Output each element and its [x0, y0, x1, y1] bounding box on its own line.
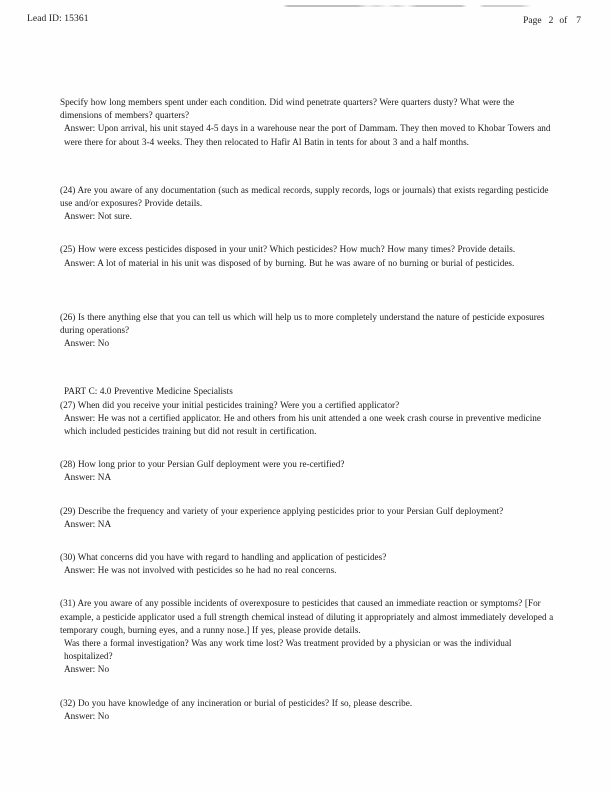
- spacer: [60, 485, 557, 505]
- answer-30-text: Answer: He was not involved with pesticides so he had no real concerns.: [64, 565, 337, 576]
- document-body: [60, 96, 557, 723]
- page-number-total: 7: [576, 16, 581, 26]
- question-26-block: [60, 311, 557, 351]
- question-30-block: [60, 551, 557, 577]
- question-28-text: (28) How long prior to your Persian Gulf deployment were you re-certified?: [60, 459, 345, 470]
- page-number-of: of: [559, 16, 568, 26]
- spacer: [60, 350, 557, 385]
- scan-artifact-streak: [283, 5, 531, 7]
- part-c-block: [60, 385, 557, 438]
- spacer: [60, 270, 557, 311]
- question-27-text: (27) When did you receive your initial pesticides training? Were you a certified applicator?: [60, 399, 400, 410]
- continued-question-text: Specify how long members spent under each condition. Did wind penetrate quarters? Were quarters dusty? What were the dimensions of members? quarters?: [60, 97, 515, 121]
- spacer: [60, 149, 557, 184]
- spacer: [60, 577, 557, 597]
- question-25-text: (25) How were excess pesticides disposed in your unit? Which pesticides? How much? How many times? Provide details.: [60, 244, 516, 255]
- spacer: [60, 438, 557, 458]
- question-31-block: [60, 597, 557, 676]
- question-32-text: (32) Do you have knowledge of any incineration or burial of pesticides? If so, please describe.: [60, 697, 413, 708]
- spacer: [60, 531, 557, 551]
- answer-25-text: Answer: A lot of material in his unit was disposed of by burning. But he was aware of no burning or burial of pesticides.: [64, 257, 515, 268]
- answer-28-text: Answer: NA: [64, 472, 112, 483]
- question-24-block: [60, 184, 557, 224]
- page-header: [0, 14, 611, 32]
- page-number-current: 2: [548, 16, 554, 26]
- question-24-text: (24) Are you aware of any documentation (such as medical records, supply records, logs or journals) that exists regarding pesticide use and/or exposures? Provide details.: [60, 184, 549, 209]
- answer-24-text: Answer: Not sure.: [64, 211, 132, 222]
- question-25-block: [60, 243, 557, 269]
- page-number: [523, 16, 581, 26]
- question-31-followup-text: Was there a formal investigation? Was any work time lost? Was treatment provided by a physician or was the individual hospitalized?: [64, 638, 512, 662]
- answer-26-text: Answer: No: [64, 338, 110, 349]
- page-number-label: Page: [523, 16, 542, 26]
- answer-29-text: Answer: NA: [64, 518, 112, 529]
- question-28-block: [60, 458, 557, 484]
- answer-32-text: Answer: No: [64, 710, 110, 721]
- question-26-text: (26) Is there anything else that you can tell us which will help us to more completely understand the nature of pesticide exposures during operations?: [60, 311, 545, 336]
- question-29-text: (29) Describe the frequency and variety of your experience applying pesticides prior to your Persian Gulf deployment?: [60, 505, 504, 516]
- question-32-block: [60, 697, 557, 723]
- question-31-text: (31) Are you aware of any possible incidents of overexposure to pesticides that caused an immediate reaction or symptoms? [For example, a pesticide applicator used a full strength chemical instead of diluting it appropriately and almost immediately developed a temporary cough, burning eyes, and a runny nose.] If yes, please provide details.: [60, 598, 554, 635]
- lead-id-label: Lead ID: 15361: [27, 14, 89, 24]
- spacer: [60, 223, 557, 243]
- question-29-block: [60, 505, 557, 531]
- spacer: [60, 677, 557, 697]
- answer-27-text: Answer: He was not a certified applicator. He and others from his unit attended a one week crash course in preventive medicine which included pesticides training but did not result in certification.: [64, 412, 541, 437]
- answer-31-text: Answer: No: [64, 664, 110, 675]
- question-30-text: (30) What concerns did you have with regard to handling and application of pesticides?: [60, 552, 387, 563]
- continued-answer-text: Answer: Upon arrival, his unit stayed 4-5 days in a warehouse near the port of Dammam. They then moved to Khobar Towers and were there for about 3-4 weeks. They then relocated to Hafir Al Batin in tents for about 3 and a half months.: [64, 123, 551, 147]
- continued-question-block: [60, 96, 557, 149]
- part-c-heading: PART C: 4.0 Preventive Medicine Specialists: [64, 386, 233, 397]
